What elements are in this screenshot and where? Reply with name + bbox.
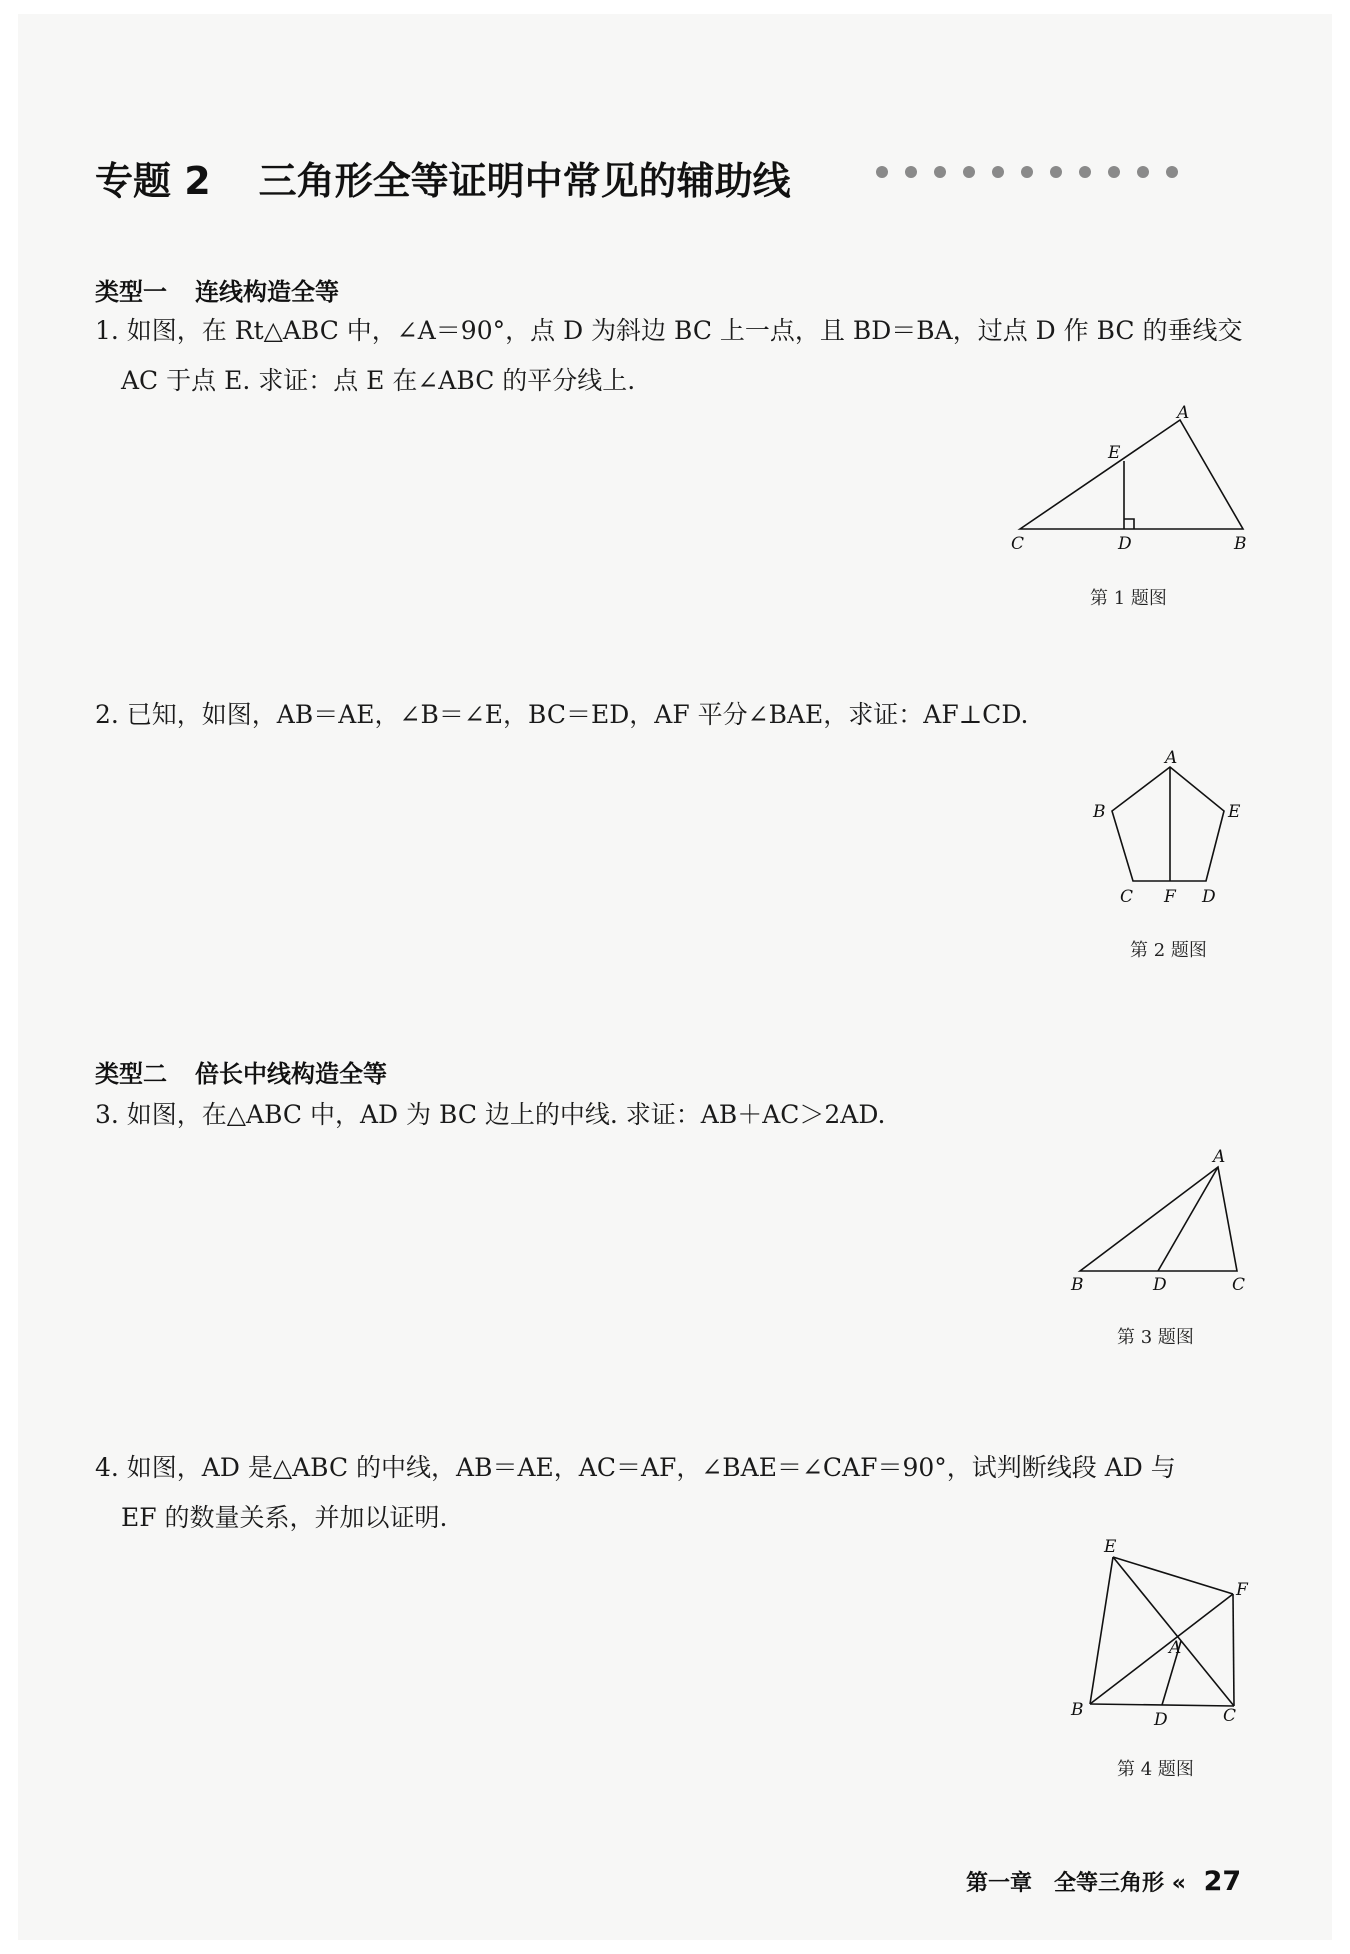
point-label-e: E [1108,443,1121,463]
chapter-title: 第一章 全等三角形 [966,1871,1165,1896]
topic-number: 专题 2 [95,159,211,203]
point-label-b: B [1234,534,1247,554]
page-title [95,150,791,205]
page-number: 27 [1203,1866,1242,1897]
point-label-d: D [1118,534,1132,554]
point-label-e: E [1228,802,1241,822]
figure-1-caption: 第 1 题图 [1090,588,1167,609]
question-4 [95,1443,1176,1543]
question-4-line-1: 4. 如图，AD 是△ABC 的中线，AB＝AE，AC＝AF，∠BAE＝∠CAF＝90°，试判断线段 AD 与 [95,1453,1176,1482]
point-label-d: D [1202,887,1216,907]
question-3-line-1: 3. 如图，在△ABC 中，AD 为 BC 边上的中线. 求证：AB＋AC＞2AD. [95,1100,886,1129]
figure-4-caption: 第 4 题图 [1117,1759,1194,1780]
point-label-f: F [1236,1580,1248,1600]
point-label-c: C [1232,1275,1246,1295]
triangle-abc [1080,1167,1237,1271]
point-label-c: C [1223,1706,1237,1726]
point-label-b: B [1071,1275,1084,1295]
figure-2 [1080,745,1260,915]
point-label-f: F [1164,887,1176,907]
question-1 [95,306,1243,406]
section-heading-1: 类型一 连线构造全等 [95,278,339,306]
point-label-d: D [1153,1275,1167,1295]
figure-3-caption: 第 3 题图 [1117,1327,1194,1348]
question-2 [95,690,1028,740]
point-label-b: B [1093,802,1106,822]
point-label-c: C [1120,887,1134,907]
point-label-b: B [1071,1700,1084,1720]
topic-title: 三角形全等证明中常见的辅助线 [258,159,791,203]
figure-3 [1060,1140,1270,1300]
segment-be [1090,1557,1113,1704]
title-dots-decoration [876,166,1178,178]
question-4-line-2: EF 的数量关系，并加以证明. [121,1503,448,1532]
question-3 [95,1090,885,1140]
chevron-left-icon: « [1171,1871,1186,1896]
point-label-c: C [1011,534,1025,554]
point-label-a: A [1177,405,1190,423]
point-label-a: A [1165,748,1178,768]
page-footer [966,1866,1241,1897]
segment-ad [1158,1167,1218,1271]
figure-4 [1060,1535,1280,1735]
figure-1 [1000,405,1270,555]
segment-bf [1090,1594,1233,1704]
question-1-line-2: AC 于点 E. 求证：点 E 在∠ABC 的平分线上. [121,366,636,395]
figure-2-caption: 第 2 题图 [1130,940,1207,961]
triangle-abc [1020,420,1243,529]
segment-ec [1113,1557,1234,1706]
point-label-a: A [1169,1638,1182,1658]
question-1-line-1: 1. 如图，在 Rt△ABC 中，∠A＝90°，点 D 为斜边 BC 上一点，且 BD＝BA，过点 D 作 BC 的垂线交 [95,316,1243,345]
section-heading-2: 类型二 倍长中线构造全等 [95,1060,387,1088]
point-label-a: A [1213,1147,1226,1167]
question-2-line-1: 2. 已知，如图，AB＝AE，∠B＝∠E，BC＝ED，AF 平分∠BAE，求证：AF⊥CD. [95,700,1029,729]
segment-ef [1113,1557,1233,1594]
right-angle-mark [1124,519,1134,529]
pentagon-abcde [1112,767,1224,881]
segment-fc [1233,1594,1234,1706]
point-label-e: E [1104,1537,1117,1557]
point-label-d: D [1154,1710,1168,1730]
